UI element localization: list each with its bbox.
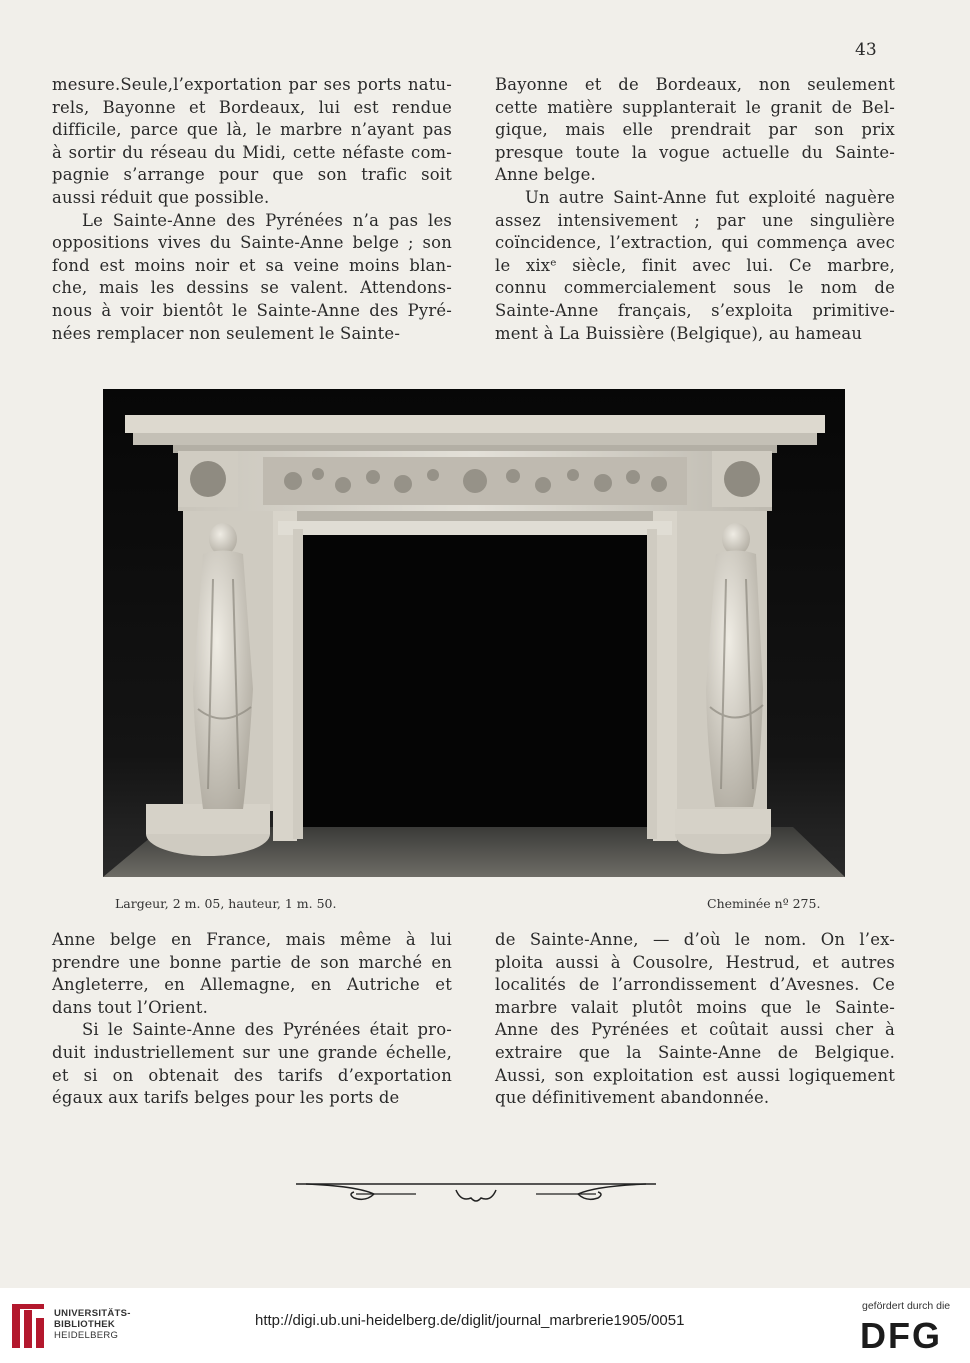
text-line: difficile, parce que là, le marbre n’ayant pas xyxy=(52,120,452,140)
figure-caption-dimensions: Largeur, 2 m. 05, hauteur, 1 m. 50. xyxy=(115,896,337,911)
text-line: mesure.Seule,l’exportation par ses ports natu- xyxy=(52,75,452,94)
text-line: oppositions vives du Sainte-Anne belge ; son xyxy=(52,233,452,253)
text-line: aussi réduit que possible. xyxy=(52,187,270,207)
text-line: connu commercialement sous le nom de xyxy=(495,278,895,298)
source-url-link[interactable]: http://digi.ub.uni-heidelberg.de/diglit/journal_marbrerie1905/0051 xyxy=(255,1312,685,1329)
text-line: duit industriellement sur une grande échelle, xyxy=(52,1042,452,1062)
text-line: cette matière supplanterait le granit de Bel- xyxy=(495,97,895,117)
text-line: Angleterre, en Allemagne, en Autriche et xyxy=(52,975,452,995)
text-line: Anne des Pyrénées et coûtait aussi cher à xyxy=(495,1020,895,1040)
text-line: égaux aux tarifs belges pour les ports de xyxy=(52,1088,400,1108)
paragraph xyxy=(52,74,452,210)
text-column-bottom-left xyxy=(52,929,452,1110)
text-line: localités de l’arrondissement d’Avesnes. Ce xyxy=(495,975,895,995)
text-line: Aussi, son exploitation est aussi logiquement xyxy=(495,1065,895,1085)
paragraph xyxy=(52,210,452,346)
footer-bar xyxy=(0,1288,970,1363)
text-line: fond est moins noir et sa veine moins blan- xyxy=(52,255,452,275)
text-line: rels, Bayonne et Bordeaux, lui est rendue xyxy=(52,97,452,117)
funding-note: gefördert durch die xyxy=(862,1300,951,1312)
text-line: de Sainte-Anne, — d’où le nom. On l’ex- xyxy=(495,930,895,949)
text-line: dans tout l’Orient. xyxy=(52,997,209,1017)
library-logo-icon xyxy=(10,1302,48,1350)
paragraph xyxy=(52,1019,452,1109)
paragraph xyxy=(495,74,895,187)
text-line: extraire que la Sainte-Anne de Belgique. xyxy=(495,1042,895,1062)
text-line: pagnie s’arrange pour que son trafic soit xyxy=(52,165,452,185)
library-name: UNIVERSITÄTS- BIBLIOTHEK HEIDELBERG xyxy=(54,1308,131,1341)
paragraph xyxy=(52,929,452,1019)
paragraph xyxy=(495,187,895,345)
text-line: Le Sainte-Anne des Pyrénées n’a pas les xyxy=(82,210,452,230)
text-line: presque toute la vogue actuelle du Sainte- xyxy=(495,142,895,162)
text-line: Bayonne et de Bordeaux, non seulement xyxy=(495,75,895,94)
text-line: marbre valait plutôt moins que le Sainte- xyxy=(495,997,895,1017)
text-line: ploita aussi à Cousolre, Hestrud, et autres xyxy=(495,952,895,972)
text-line: coïncidence, l’extraction, qui commença avec xyxy=(495,233,895,253)
text-column-bottom-right xyxy=(495,929,895,1110)
text-line: Anne belge en France, mais même à lui xyxy=(52,930,452,949)
dfg-logo: DFG xyxy=(860,1315,942,1356)
text-line: ment à La Buissière (Belgique), au hameau xyxy=(495,323,863,343)
text-line: gique, mais elle prendrait par son prix xyxy=(495,120,895,140)
text-line: assez intensivement ; par une singulière xyxy=(495,210,895,230)
text-line: et si on obtenait des tarifs d’exportation xyxy=(52,1065,452,1085)
page-number: 43 xyxy=(855,40,877,60)
text-line: le xixᵉ siècle, finit avec lui. Ce marbre, xyxy=(495,255,895,275)
text-line: Un autre Saint-Anne fut exploité naguère xyxy=(525,187,895,207)
figure-caption-number: Cheminée nº 275. xyxy=(707,896,821,911)
text-line: che, mais les dessins se valent. Attendons- xyxy=(52,278,452,298)
text-line: Sainte-Anne français, s’exploita primitive- xyxy=(495,300,895,320)
fireplace-photograph xyxy=(103,389,845,877)
text-line: Si le Sainte-Anne des Pyrénées était pro- xyxy=(82,1020,452,1040)
text-line: Anne belge. xyxy=(495,165,596,185)
text-line: nous à voir bientôt le Sainte-Anne des Pyré- xyxy=(52,300,452,320)
paragraph xyxy=(495,929,895,1110)
text-line: à sortir du réseau du Midi, cette néfaste com- xyxy=(52,142,452,162)
text-column-top-left xyxy=(52,74,452,345)
text-line: nées remplacer non seulement le Sainte- xyxy=(52,323,401,343)
text-line: que définitivement abandonnée. xyxy=(495,1088,770,1108)
text-column-top-right xyxy=(495,74,895,345)
text-line: prendre une bonne partie de son marché en xyxy=(52,952,452,972)
decorative-tailpiece xyxy=(296,1180,656,1210)
